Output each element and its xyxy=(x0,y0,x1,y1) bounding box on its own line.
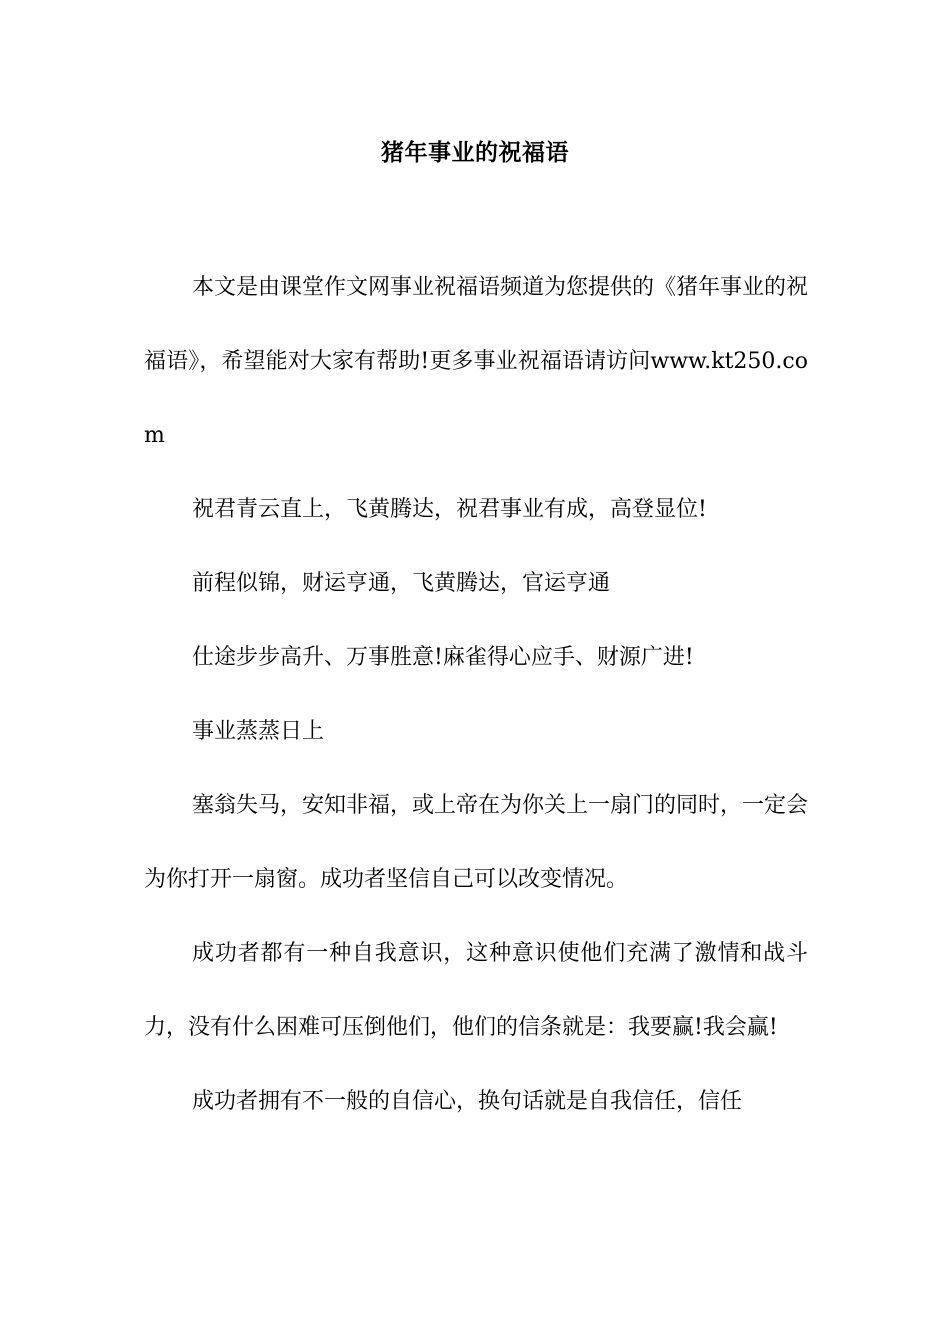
paragraph-blessing-6: 成功者都有一种自我意识，这种意识使他们充满了激情和战斗力，没有什么困难可压倒他们，他们的信条就是：我要赢!我会赢! xyxy=(144,941,808,1040)
paragraph-blessing-2: 前程似锦，财运亨通，飞黄腾达，官运亨通 xyxy=(192,571,611,596)
paragraph-blessing-4: 事业蒸蒸日上 xyxy=(192,719,325,744)
paragraph-intro: 本文是由课堂作文网事业祝福语频道为您提供的《猪年事业的祝福语》，希望能对大家有帮助!更多事业祝福语请访问www.kt250.com xyxy=(144,275,809,448)
paragraph-blessing-1: 祝君青云直上，飞黄腾达，祝君事业有成，高登显位! xyxy=(192,497,707,522)
paragraph-blessing-3: 仕途步步高升、万事胜意!麻雀得心应手、财源广进! xyxy=(192,645,694,670)
document-title: 猪年事业的祝福语 xyxy=(381,140,569,166)
paragraph-blessing-5: 塞翁失马，安知非福，或上帝在为你关上一扇门的同时，一定会为你打开一扇窗。成功者坚信自己可以改变情况。 xyxy=(144,793,809,892)
paragraph-blessing-7: 成功者拥有不一般的自信心，换句话就是自我信任，信任 xyxy=(192,1089,743,1114)
document-body xyxy=(144,251,808,1139)
